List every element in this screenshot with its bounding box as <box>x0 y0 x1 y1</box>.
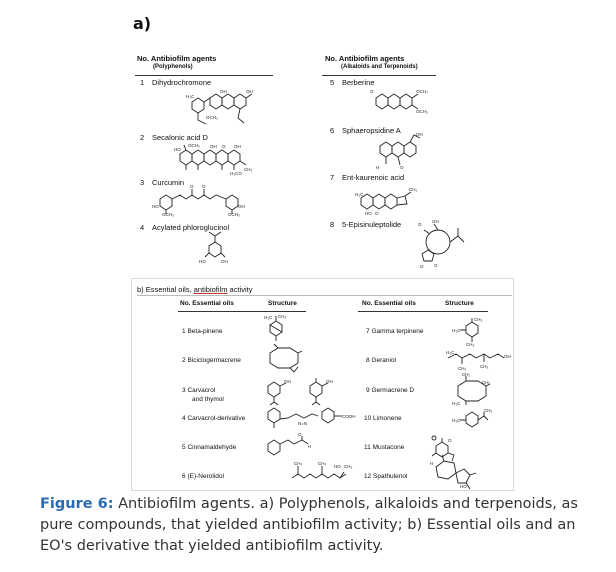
oil-name: Limonene <box>373 415 402 422</box>
acylated-phloroglucinol-structure <box>195 232 235 268</box>
svg-text:O: O <box>222 144 226 149</box>
svg-text:H: H <box>376 165 380 170</box>
svg-text:COOH: COOH <box>342 414 356 419</box>
svg-text:CH₃: CH₃ <box>318 461 327 466</box>
oil-row-7 <box>366 327 423 336</box>
panel-a-label: a) <box>133 14 152 33</box>
oil-no: 10 <box>364 415 372 422</box>
caption-text: Antibiofilm agents. a) Polyphenols, alkaloids and terpenoids, as pure compounds, that yielded antibiofilm activity; b) Essential oils and an EO's derivative that yielded antibiofilm activity. <box>40 496 578 554</box>
oil-name: Beta-pinene <box>187 328 223 335</box>
figure-caption <box>40 494 608 557</box>
svg-text:OH: OH <box>210 144 217 149</box>
svg-text:CH₃: CH₃ <box>294 461 303 466</box>
svg-text:CH₃: CH₃ <box>466 342 475 347</box>
oil-no: 7 <box>366 328 370 335</box>
left-header-title: Antibiofilm agents <box>150 54 217 63</box>
berberine-structure <box>370 84 430 118</box>
right-structure-header: Structure <box>445 300 474 307</box>
oil-name-line2: and thymol <box>192 396 224 403</box>
oil-no: 2 <box>182 357 186 364</box>
oil-name: Carvacrol <box>187 387 216 394</box>
oil-row-5 <box>182 443 236 452</box>
right-header-title: Antibiofilm agents <box>338 54 405 63</box>
svg-text:O: O <box>434 263 438 268</box>
agent-no: 2 <box>140 133 145 142</box>
right-oils-header: No. Essential oils <box>362 300 416 307</box>
agent-row-5 <box>330 78 375 87</box>
oil-no: 5 <box>182 444 186 451</box>
oil-name: Geraniol <box>371 357 397 364</box>
limonene-structure <box>452 410 492 432</box>
carvacrol-derivative-structure <box>262 404 362 430</box>
sphaeropsidine-a-structure <box>372 132 432 170</box>
svg-text:OH: OH <box>246 89 253 94</box>
svg-text:OH: OH <box>238 204 245 209</box>
oil-name: (E)-Nerolidol <box>187 473 224 480</box>
agent-no: 4 <box>140 223 145 232</box>
cinnamaldehyde-structure <box>262 432 322 458</box>
oil-name: Cinnamaldehyde <box>187 444 237 451</box>
svg-text:CH₃: CH₃ <box>458 366 467 371</box>
svg-text:H₃C: H₃C <box>355 192 364 197</box>
agent-no: 5 <box>330 78 335 87</box>
gamma-terpinene-structure <box>452 318 492 346</box>
panel-b-label-underlined: antibiofilm <box>193 285 228 294</box>
spathulenol-structure <box>426 455 478 491</box>
svg-text:CH₃: CH₃ <box>278 314 287 319</box>
oil-row-2 <box>182 356 241 365</box>
svg-text:O: O <box>375 211 379 216</box>
agent-name: Curcumin <box>152 178 185 187</box>
svg-text:CH₃: CH₃ <box>244 167 253 172</box>
svg-text:CH₃: CH₃ <box>484 408 493 413</box>
agent-row-7 <box>330 173 404 182</box>
oil-no: 4 <box>182 415 186 422</box>
oil-no: 1 <box>182 328 186 335</box>
left-table-header <box>137 54 216 72</box>
svg-text:HO: HO <box>460 484 467 489</box>
oil-no: 12 <box>364 473 372 480</box>
left-header-subtitle: (Polyphenols) <box>153 64 193 70</box>
panel-b-label-prefix: b) Essential oils, <box>137 285 194 294</box>
svg-text:OH: OH <box>234 144 241 149</box>
svg-text:N=N: N=N <box>298 421 308 426</box>
svg-text:CH₃: CH₃ <box>480 364 489 369</box>
svg-text:CH₃: CH₃ <box>474 317 483 322</box>
svg-text:O: O <box>400 165 404 170</box>
left-header-rule <box>135 75 273 76</box>
svg-text:HO: HO <box>174 147 181 152</box>
svg-text:HO: HO <box>365 211 372 216</box>
agent-no: 8 <box>330 220 335 229</box>
left-header-no: No. <box>137 54 150 63</box>
svg-text:H₃C: H₃C <box>452 328 461 333</box>
svg-text:OCH₃: OCH₃ <box>206 115 218 120</box>
left-oils-header: No. Essential oils <box>180 300 234 307</box>
oil-no: 8 <box>366 357 370 364</box>
agent-row-4 <box>140 223 229 232</box>
biciclogermacrene-structure <box>264 343 304 373</box>
svg-text:H₃C: H₃C <box>264 315 273 320</box>
oil-row-6 <box>182 472 224 481</box>
curcumin-structure <box>150 185 250 217</box>
svg-text:OH: OH <box>326 379 333 384</box>
svg-text:OH: OH <box>284 379 291 384</box>
oil-no: 9 <box>366 387 370 394</box>
right-header-rule <box>322 75 436 76</box>
agent-no: 1 <box>140 78 145 87</box>
svg-text:CH₂: CH₂ <box>409 187 418 192</box>
svg-text:O: O <box>190 184 194 189</box>
svg-text:H₃C: H₃C <box>186 94 195 99</box>
svg-text:OCH₃: OCH₃ <box>416 109 428 114</box>
svg-text:CH₂: CH₂ <box>462 372 471 377</box>
dihydrochromone-structure <box>180 88 260 128</box>
right-header-subtitle: (Alkaloids and Terpenoids) <box>341 64 418 70</box>
svg-text:H₃CO: H₃CO <box>230 171 242 176</box>
oil-name: Spathulenol <box>373 473 408 480</box>
svg-text:OCH₃: OCH₃ <box>228 212 240 217</box>
svg-text:HO: HO <box>152 204 159 209</box>
svg-text:O: O <box>202 184 206 189</box>
right-header-no: No. <box>325 54 338 63</box>
svg-text:OH: OH <box>221 259 228 264</box>
agent-name: 5-Episinuleptolide <box>342 220 402 229</box>
oil-row-10 <box>364 414 402 423</box>
oil-name: Carvacrol-derivative <box>187 415 246 422</box>
ent-kaurenoic-acid-structure <box>355 186 425 216</box>
oil-row-12 <box>364 472 407 481</box>
carvacrol-thymol-structure <box>262 376 342 406</box>
svg-text:OCH₃: OCH₃ <box>416 89 428 94</box>
right-oils-header-rule <box>358 311 488 312</box>
panel-b-title-rule <box>137 295 512 296</box>
agent-name: Ent-kaurenoic acid <box>342 173 405 182</box>
left-oils-header-rule <box>178 311 306 312</box>
svg-text:OH: OH <box>504 354 511 359</box>
oil-name: Mustacone <box>372 444 405 451</box>
oil-no: 3 <box>182 387 186 394</box>
svg-text:CH₃: CH₃ <box>482 380 491 385</box>
germacrene-d-structure <box>452 372 492 406</box>
svg-text:O: O <box>298 432 302 437</box>
svg-text:OCH₃: OCH₃ <box>162 212 174 217</box>
figure-label: Figure 6: <box>40 496 114 512</box>
svg-text:CH₃: CH₃ <box>344 464 353 469</box>
svg-text:H₃C: H₃C <box>446 350 455 355</box>
svg-text:O: O <box>420 264 424 269</box>
svg-text:HO: HO <box>199 259 206 264</box>
oil-row-8 <box>366 356 396 365</box>
beta-pinene-structure <box>262 313 290 343</box>
right-table-header <box>325 54 418 72</box>
oil-row-9 <box>366 386 414 395</box>
oil-row-3 <box>182 386 224 404</box>
agent-row-1 <box>140 78 211 87</box>
svg-text:H₃C: H₃C <box>452 401 461 406</box>
svg-text:OH: OH <box>432 219 439 224</box>
oil-no: 6 <box>182 473 186 480</box>
secalonic-acid-d-structure <box>170 142 260 176</box>
5-episinuleptolide-structure <box>412 220 472 272</box>
oil-name: Biciclogermacrene <box>187 357 241 364</box>
oil-name: Germacrene D <box>371 387 415 394</box>
svg-text:HO: HO <box>334 464 341 469</box>
svg-text:O: O <box>418 222 422 227</box>
geraniol-structure <box>446 350 516 372</box>
panel-b-label-suffix: activity <box>227 285 253 294</box>
e-nerolidol-structure <box>290 456 360 486</box>
agent-row-8 <box>330 220 401 229</box>
svg-text:OCH₃: OCH₃ <box>188 143 200 148</box>
agent-name: Dihydrochromone <box>152 78 212 87</box>
panel-b-label <box>137 285 252 294</box>
agent-name: Berberine <box>342 78 375 87</box>
agent-no: 6 <box>330 126 335 135</box>
svg-text:O: O <box>448 438 452 443</box>
agent-name: Acylated phloroglucinol <box>152 223 230 232</box>
oil-row-11 <box>364 443 404 452</box>
agent-name: Secalonic acid D <box>152 133 208 142</box>
oil-no: 11 <box>364 444 371 451</box>
svg-text:H: H <box>308 444 312 449</box>
agent-row-2 <box>140 133 208 142</box>
svg-text:OH: OH <box>220 89 227 94</box>
oil-row-1 <box>182 327 223 336</box>
svg-text:H: H <box>430 461 434 466</box>
oil-row-4 <box>182 414 245 423</box>
agent-name: Sphaeropsidine A <box>342 126 401 135</box>
oil-name: Gamma terpinene <box>371 328 424 335</box>
svg-text:OH: OH <box>416 132 423 137</box>
svg-text:O: O <box>370 89 374 94</box>
agent-no: 3 <box>140 178 145 187</box>
svg-text:H₃C: H₃C <box>452 418 461 423</box>
left-structure-header: Structure <box>268 300 297 307</box>
agent-no: 7 <box>330 173 335 182</box>
